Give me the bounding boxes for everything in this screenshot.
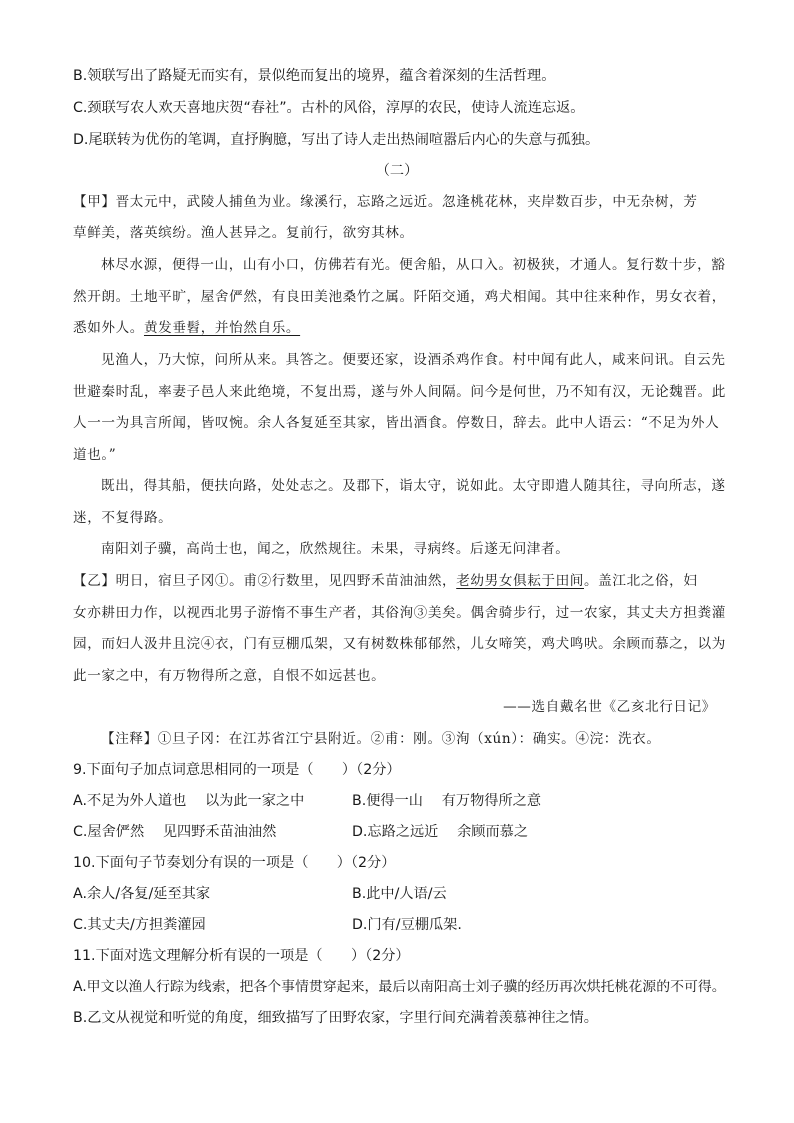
question-10-option-b: B.此中/人语/云 xyxy=(352,886,447,902)
question-10-stem: 10.下面句子节奏划分有误的一项是（ ）（2分） xyxy=(73,855,396,871)
yi-line1 xyxy=(73,572,698,590)
yi-source: ——选自戴名世《乙亥北行日记》 xyxy=(503,699,716,715)
annotation-notes: 【注释】①旦子冈：在江苏省江宁县附近。②甫：刚。③洵（xún）：确实。④浣：洗衣。 xyxy=(101,731,661,747)
underlined-sentence-jia: 黄发垂髫，并怡然自乐。 xyxy=(143,320,301,336)
jia-p3-line1: 见渔人，乃大惊，问所从来。具答之。便要还家，设酒杀鸡作食。村中闻有此人，咸来问讯。自云先 xyxy=(101,352,726,368)
question-9-option-a: A.不足为外人道也 以为此一家之中 xyxy=(73,793,305,809)
jia-p2-line2: 然开朗。土地平旷，屋舍俨然，有良田美池桑竹之属。阡陌交通，鸡犬相闻。其中往来种作，男女衣着， xyxy=(73,289,726,305)
yi-line3: 园，而妇人汲井且浣④衣，门有豆棚瓜架，又有树数株郁郁然，儿女啼笑，鸡犬鸣吠。余顾而慕之，以为 xyxy=(73,636,726,652)
yi-line4: 此一家之中，有万物得所之意，自恨不如远甚也。 xyxy=(73,668,386,684)
section-title: （二） xyxy=(375,163,419,179)
jia-p2-line3 xyxy=(73,319,300,337)
question-10-option-d: D.门有/豆棚瓜架. xyxy=(352,917,462,933)
jia-p4-line1: 既出，得其船，便扶向路，处处志之。及郡下，诣太守，说如此。太守即遣人随其往，寻向所志，遂 xyxy=(101,478,726,494)
jia-p1-line1: 【甲】晋太元中，武陵人捕鱼为业。缘溪行，忘路之远近。忽逢桃花林，夹岸数百步，中无杂树，芳 xyxy=(73,194,698,210)
jia-p2-line1: 林尽水源，便得一山，山有小口，仿佛若有光。便舍船，从口入。初极狭，才通人。复行数十步，豁 xyxy=(101,257,726,273)
jia-p2-line3-a: 悉如外人。 xyxy=(73,320,144,336)
question-10-option-a: A.余人/各复/延至其家 xyxy=(73,886,211,902)
prev-option-b: B.领联写出了路疑无而实有，景似绝而复出的境界，蕴含着深刻的生活哲理。 xyxy=(73,68,556,84)
jia-p3-line4: 道也。” xyxy=(73,447,117,463)
question-9-option-d: D.忘路之远近 余顾而慕之 xyxy=(352,824,529,840)
yi-line1-a: 【乙】明日，宿旦子冈①。甫②行数里，见四野禾苗油油然， xyxy=(73,573,457,589)
prev-option-c: C.颈联写农人欢天喜地庆贺“春社”。古朴的风俗，淳厚的农民，使诗人流连忘返。 xyxy=(73,100,585,116)
question-11-option-a: A.甲文以渔人行踪为线索，把各个事情贯穿起来，最后以南阳高士刘子骥的经历再次烘托桃花源的不可得。 xyxy=(73,979,726,995)
question-9-option-c: C.屋舍俨然 见四野禾苗油油然 xyxy=(73,824,277,840)
question-11-stem: 11.下面对选文理解分析有误的一项是（ ）（2分） xyxy=(73,948,410,964)
jia-p5-line1: 南阳刘子骥，高尚士也，闻之，欣然规往。未果，寻病终。后遂无问津者。 xyxy=(101,541,570,557)
question-9-option-b: B.便得一山 有万物得所之意 xyxy=(352,793,542,809)
yi-line1-c: 。盖江北之俗，妇 xyxy=(583,573,698,589)
jia-p1-line2: 草鲜美，落英缤纷。渔人甚异之。复前行，欲穷其林。 xyxy=(73,225,414,241)
underlined-sentence-yi: 老幼男女俱耘于田间 xyxy=(456,573,584,589)
question-11-option-b: B.乙文从视觉和听觉的角度，细致描写了田野农家，字里行间充满着羡慕神往之情。 xyxy=(73,1010,598,1026)
jia-p3-line2: 世避秦时乱，率妻子邑人来此绝境，不复出焉，遂与外人间隔。问今是何世，乃不知有汉，无论魏晋。此 xyxy=(73,384,726,400)
prev-option-d: D.尾联转为优伤的笔调，直抒胸臆，写出了诗人走出热闹喧嚣后内心的失意与孤独。 xyxy=(73,132,600,148)
question-10-option-c: C.其丈夫/方担粪灌园 xyxy=(73,917,206,933)
question-9-stem: 9.下面句子加点词意思相同的一项是（ ）（2分） xyxy=(73,762,401,778)
jia-p3-line3: 人一一为具言所闻，皆叹惋。余人各复延至其家，皆出酒食。停数日，辞去。此中人语云：“不足为外人 xyxy=(73,415,720,431)
yi-line2: 女亦耕田力作，以视西北男子游惰不事生产者，其俗洵③美矣。偶舍骑步行，过一农家，其丈夫方担粪灌 xyxy=(73,605,726,621)
jia-p4-line2: 迷，不复得路。 xyxy=(73,510,173,526)
